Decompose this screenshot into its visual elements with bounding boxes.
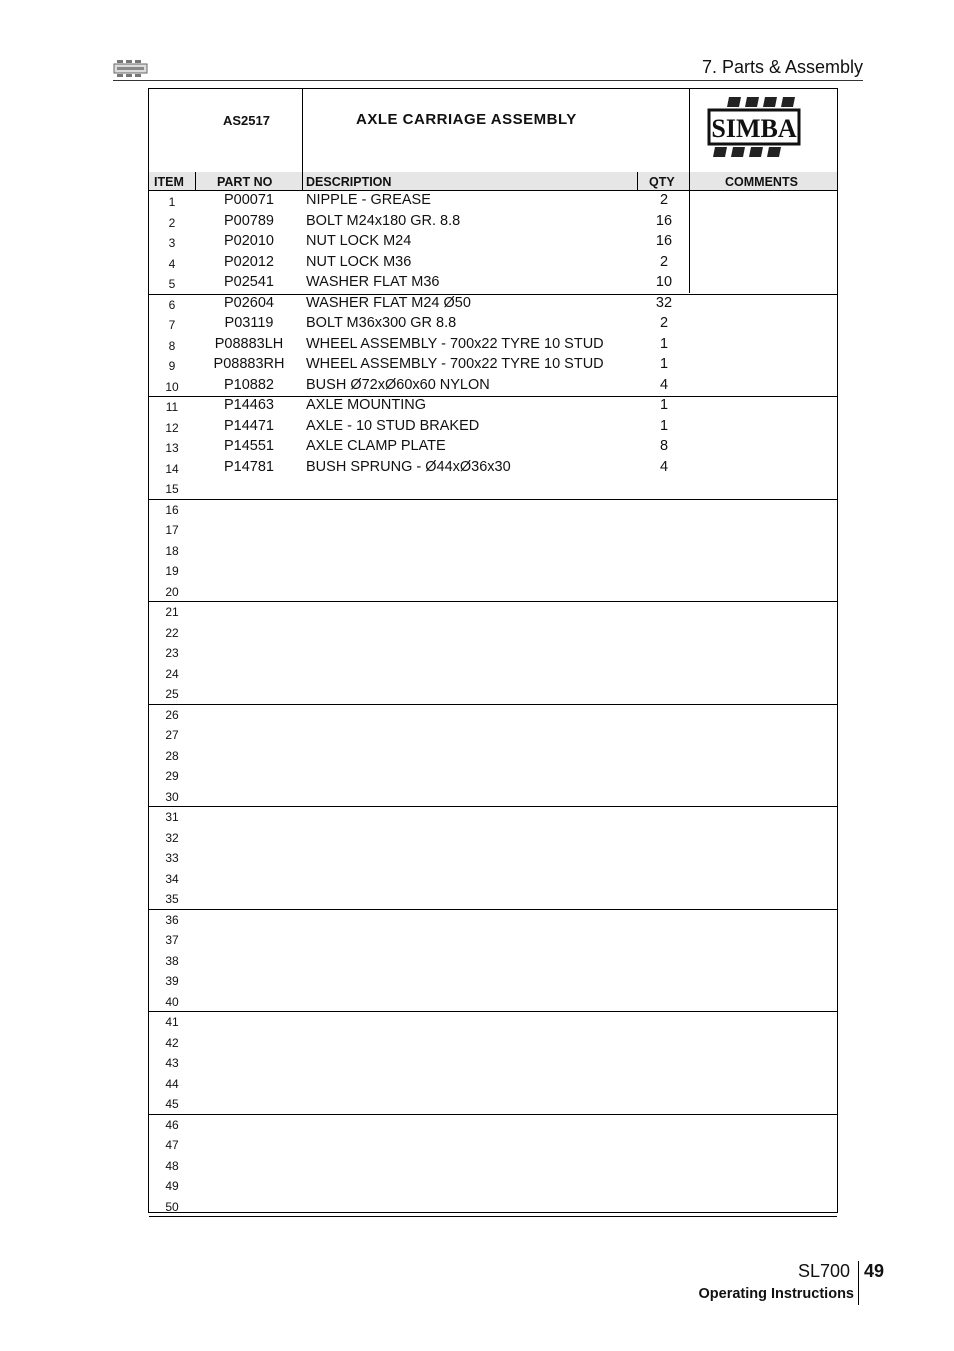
col-part-no: PART NO — [217, 175, 273, 189]
part-number: P14781 — [224, 458, 274, 475]
table-row — [149, 950, 837, 971]
item-number: 21 — [165, 605, 179, 619]
table-row — [149, 704, 837, 725]
column-divider — [195, 172, 196, 190]
part-description: BOLT M24x180 GR. 8.8 — [306, 212, 461, 229]
assembly-header — [149, 89, 837, 173]
table-row — [149, 1196, 837, 1217]
item-number: 22 — [165, 625, 179, 640]
item-number: 2 — [168, 215, 176, 230]
item-number: 8 — [168, 338, 176, 353]
item-number: 24 — [165, 666, 179, 681]
table-row — [149, 273, 837, 294]
part-number: P10882 — [224, 376, 274, 393]
table-row — [149, 560, 837, 581]
part-description: BOLT M36x300 GR 8.8 — [306, 315, 457, 331]
part-number: P03119 — [224, 315, 274, 331]
item-number: 42 — [165, 1035, 179, 1050]
column-divider — [689, 172, 690, 190]
part-qty: 10 — [655, 274, 673, 290]
table-row — [149, 929, 837, 950]
table-row — [149, 1073, 837, 1094]
item-number: 31 — [165, 810, 179, 824]
item-number: 48 — [165, 1158, 179, 1173]
item-number: 6 — [168, 297, 176, 312]
parts-table-body — [149, 191, 837, 1216]
section-title: 7. Parts & Assembly — [701, 57, 863, 77]
part-qty: 32 — [655, 294, 673, 311]
table-row — [149, 376, 837, 397]
table-row — [149, 806, 837, 827]
part-number: P14463 — [224, 397, 274, 413]
part-qty: 1 — [659, 335, 669, 352]
column-header-row — [149, 172, 837, 191]
part-number: P02012 — [224, 253, 274, 270]
item-number: 3 — [168, 236, 176, 250]
part-qty: 1 — [659, 397, 669, 413]
item-number: 13 — [165, 441, 179, 455]
header-divider — [302, 89, 303, 172]
part-qty: 1 — [659, 356, 669, 372]
item-number: 1 — [168, 195, 176, 209]
part-qty: 16 — [655, 212, 673, 229]
part-number: P08883LH — [214, 335, 284, 352]
item-number: 15 — [165, 482, 179, 496]
table-row — [149, 601, 837, 622]
table-row — [149, 335, 837, 356]
column-divider — [302, 172, 303, 190]
table-row — [149, 909, 837, 930]
part-description: BUSH Ø72xØ60x60 NYLON — [306, 376, 490, 393]
group-divider — [149, 1216, 837, 1217]
part-number: P02541 — [224, 274, 274, 290]
item-number: 25 — [165, 687, 179, 701]
table-row — [149, 1134, 837, 1155]
table-row — [149, 417, 837, 438]
table-row — [149, 1052, 837, 1073]
col-description: DESCRIPTION — [306, 175, 392, 189]
part-qty: 2 — [659, 192, 669, 208]
table-row — [149, 191, 837, 212]
table-row — [149, 745, 837, 766]
item-number: 5 — [168, 277, 176, 291]
table-row — [149, 396, 837, 417]
item-number: 50 — [165, 1199, 179, 1214]
item-number: 35 — [165, 892, 179, 906]
table-row — [149, 1155, 837, 1176]
part-number: P00789 — [224, 212, 274, 229]
part-description: NUT LOCK M36 — [306, 253, 412, 270]
part-qty: 2 — [659, 315, 669, 331]
item-number: 11 — [165, 400, 179, 414]
table-row — [149, 1114, 837, 1135]
table-row — [149, 663, 837, 684]
table-row — [149, 1032, 837, 1053]
item-number: 32 — [165, 830, 179, 845]
part-description: WHEEL ASSEMBLY - 700x22 TYRE 10 STUD — [306, 356, 604, 372]
header-rule — [113, 80, 863, 81]
table-row — [149, 314, 837, 335]
table-row — [149, 642, 837, 663]
item-number: 45 — [165, 1097, 179, 1111]
item-number: 40 — [165, 994, 179, 1009]
part-qty: 4 — [659, 458, 669, 475]
part-description: WHEEL ASSEMBLY - 700x22 TYRE 10 STUD — [306, 335, 604, 352]
table-row — [149, 519, 837, 540]
part-qty: 16 — [655, 233, 673, 249]
model-name: SL700 — [798, 1261, 851, 1281]
part-number: P08883RH — [213, 356, 285, 372]
item-number: 36 — [165, 912, 179, 927]
table-row — [149, 1093, 837, 1114]
item-number: 26 — [165, 707, 179, 722]
part-description: NUT LOCK M24 — [306, 233, 412, 249]
item-number: 7 — [168, 318, 176, 332]
col-qty: QTY — [649, 175, 675, 189]
table-row — [149, 888, 837, 909]
item-number: 10 — [165, 379, 179, 394]
part-number: P02010 — [224, 233, 274, 249]
part-qty: 1 — [659, 417, 669, 434]
part-description: NIPPLE - GREASE — [306, 192, 431, 208]
table-row — [149, 827, 837, 848]
table-row — [149, 868, 837, 889]
table-row — [149, 499, 837, 520]
table-row — [149, 765, 837, 786]
part-number: P00071 — [224, 192, 274, 208]
simba-logo — [707, 95, 801, 159]
simba-small-logo — [113, 60, 148, 78]
item-number: 27 — [165, 728, 179, 742]
part-number: P02604 — [224, 294, 274, 311]
item-number: 14 — [165, 461, 179, 476]
table-row — [149, 724, 837, 745]
item-number: 16 — [165, 502, 179, 517]
item-number: 38 — [165, 953, 179, 968]
part-description: BUSH SPRUNG - Ø44xØ36x30 — [306, 458, 511, 475]
item-number: 30 — [165, 789, 179, 804]
item-number: 47 — [165, 1138, 179, 1152]
table-row — [149, 1175, 837, 1196]
table-row — [149, 212, 837, 233]
part-description: WASHER FLAT M24 Ø50 — [306, 294, 471, 311]
item-number: 28 — [165, 748, 179, 763]
table-row — [149, 847, 837, 868]
table-row — [149, 253, 837, 274]
assembly-code: AS2517 — [223, 113, 270, 128]
table-row — [149, 437, 837, 458]
page-number: 49 — [864, 1261, 885, 1281]
table-row — [149, 786, 837, 807]
part-qty: 2 — [659, 253, 669, 270]
parts-sheet — [148, 88, 838, 1213]
table-row — [149, 991, 837, 1012]
footer-divider — [858, 1261, 859, 1305]
table-row — [149, 1011, 837, 1032]
column-divider — [637, 172, 638, 190]
table-row — [149, 683, 837, 704]
item-number: 12 — [165, 420, 179, 435]
item-number: 29 — [165, 769, 179, 783]
header-divider — [689, 89, 690, 172]
part-number: P14551 — [224, 438, 274, 454]
table-row — [149, 458, 837, 479]
item-number: 37 — [165, 933, 179, 947]
part-description: AXLE CLAMP PLATE — [306, 438, 446, 454]
table-row — [149, 540, 837, 561]
item-number: 17 — [165, 523, 179, 537]
item-number: 23 — [165, 646, 179, 660]
item-number: 43 — [165, 1056, 179, 1070]
item-number: 9 — [168, 359, 176, 373]
table-row — [149, 970, 837, 991]
item-number: 4 — [168, 256, 176, 271]
col-item: ITEM — [154, 175, 184, 189]
item-number: 44 — [165, 1076, 179, 1091]
part-qty: 8 — [659, 438, 669, 454]
part-description: AXLE - 10 STUD BRAKED — [306, 417, 480, 434]
footer-subtitle: Operating Instructions — [698, 1286, 854, 1302]
svg-text:SIMBA: SIMBA — [711, 114, 797, 143]
part-number: P14471 — [224, 417, 274, 434]
item-number: 49 — [165, 1179, 179, 1193]
item-number: 41 — [165, 1015, 179, 1029]
item-number: 46 — [165, 1117, 179, 1132]
table-row — [149, 355, 837, 376]
table-row — [149, 581, 837, 602]
assembly-title: AXLE CARRIAGE ASSEMBLY — [356, 111, 577, 128]
item-number: 34 — [165, 871, 179, 886]
part-description: WASHER FLAT M36 — [306, 274, 440, 290]
table-row — [149, 622, 837, 643]
item-number: 18 — [165, 543, 179, 558]
table-row — [149, 232, 837, 253]
part-description: AXLE MOUNTING — [306, 397, 427, 413]
item-number: 19 — [165, 564, 179, 578]
col-comments: COMMENTS — [725, 175, 798, 189]
item-number: 33 — [165, 851, 179, 865]
table-row — [149, 294, 837, 315]
table-row — [149, 478, 837, 499]
item-number: 20 — [165, 584, 179, 599]
part-qty: 4 — [659, 376, 669, 393]
item-number: 39 — [165, 974, 179, 988]
